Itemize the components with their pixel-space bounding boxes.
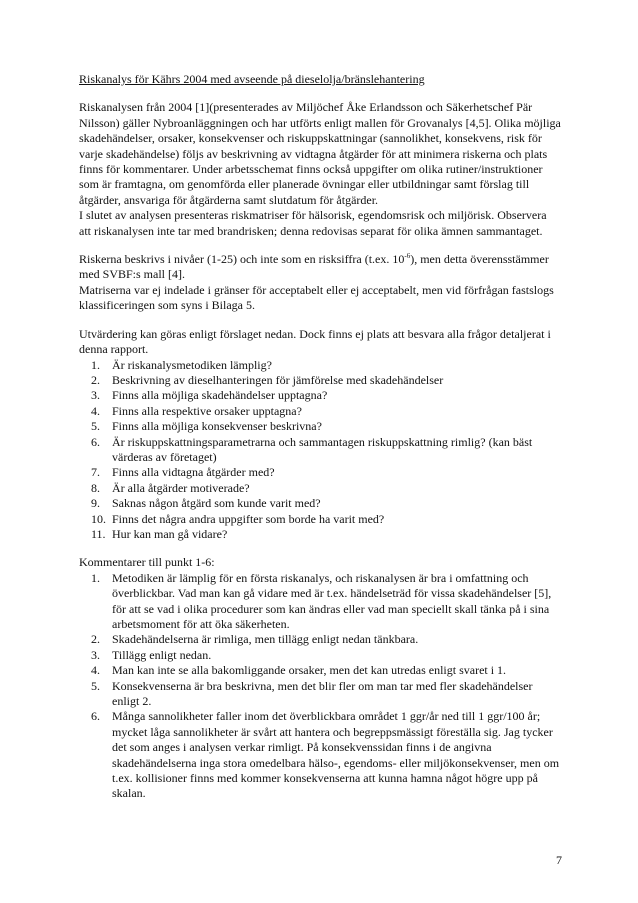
list-item-text: Finns alla respektive orsaker upptagna?	[112, 403, 302, 418]
list-item-text: Beskrivning av dieselhanteringen för jämförelse med skadehändelser	[112, 372, 444, 387]
comment-item	[79, 709, 561, 801]
paragraph-matriserna: Matriserna var ej indelade i gränser för acceptabelt eller ej acceptabelt, men vid förfrågan fastslogs klassificeringen som syns i Bilaga 5.	[79, 282, 554, 313]
list-item-text: Finns det några andra uppgifter som borde ha varit med?	[112, 511, 385, 526]
list-item-text: Finns alla möjliga konsekvenser beskrivna?	[112, 419, 322, 434]
list-number: 6.	[91, 709, 100, 724]
list-item-text: Är riskuppskattningsparametrarna och sammantagen riskuppskattning rimlig? (kan bäst värderas av företaget)	[112, 434, 533, 464]
list-item-text: Hur kan man gå vidare?	[112, 526, 228, 541]
question-item	[79, 481, 561, 496]
comment-item	[79, 648, 561, 663]
list-item-text: Saknas någon åtgärd som kunde varit med?	[112, 496, 321, 511]
list-item-text: Finns alla vidtagna åtgärder med?	[112, 465, 275, 480]
document-page	[79, 72, 561, 802]
comment-item	[79, 632, 561, 647]
comments-heading: Kommentarer till punkt 1-6:	[79, 555, 215, 570]
question-item	[79, 404, 561, 419]
list-number: 6.	[91, 434, 100, 449]
question-item	[79, 527, 561, 542]
nivaer-text-b: ), men detta överensstämmer med SVBF:s mall [4].	[79, 252, 549, 282]
list-item-text: Man kan inte se alla bakomliggande orsaker, men det kan utredas enligt svaret i 1.	[112, 663, 507, 678]
page-number: 7	[556, 853, 562, 867]
list-item-text: Många sannolikheter faller inom det överblickbara området 1 ggr/år ned till 1 ggr/100 år; mycket låga sannolikheter är svårt att hantera och begreppsmässigt föreställa sig. Jag tycker det som anges i analysen verkar rimligt. På konsekvenssidan finns i de angivna skadehändelserna inga stora omedelbara hälso-, egendoms- eller miljökonsekvenser, men om t.ex. kollisioner finns med kommer konsekvenserna att kunna hamna något högre upp på skalan.	[112, 709, 560, 801]
list-number: 11.	[91, 526, 106, 541]
question-item	[79, 358, 561, 373]
list-number: 10.	[91, 511, 106, 526]
list-number: 3.	[91, 388, 100, 403]
list-number: 9.	[91, 496, 100, 511]
exponent: -6	[404, 252, 411, 261]
list-number: 2.	[91, 632, 100, 647]
nivaer-text-a: Riskerna beskrivs i nivåer (1-25) och inte som en risksiffra (t.ex. 10	[79, 252, 405, 267]
list-number: 4.	[91, 403, 100, 418]
list-item-text: Metodiken är lämplig för en första riskanalys, och riskanalysen är bra i omfattning och överblickbar. Vad man kan gå vidare med är t.ex. händelseträd för vissa skadehändelser [5], för att se vad i olika procedurer som kan ändras eller vad man speciellt skall tänka på i sina arbetsmoment för att öka säkerheten.	[112, 570, 552, 631]
question-item	[79, 496, 561, 511]
list-number: 7.	[91, 465, 100, 480]
comment-item	[79, 679, 561, 710]
list-number: 3.	[91, 647, 100, 662]
comment-item	[79, 663, 561, 678]
comment-item	[79, 571, 561, 633]
section-heading: Riskanalys för Kährs 2004 med avseende på dieselolja/bränslehantering	[79, 72, 425, 86]
comments-list	[79, 571, 561, 802]
list-item-text: Tillägg enligt nedan.	[112, 647, 212, 662]
list-item-text: Konsekvenserna är bra beskrivna, men det blir fler om man tar med fler skadehändelser enligt 2.	[112, 678, 533, 709]
list-item-text: Är alla åtgärder motiverade?	[112, 480, 250, 495]
paragraph-riskanalys: Riskanalysen från 2004 [1](presenterades av Miljöchef Åke Erlandsson och Säkerhetschef Pär Nilsson) gäller Nybroanläggningen och har utförts enligt mallen för Grovanalys [4,5]. Olika möjliga skadehändelser, orsaker, konsekvenser och riskuppskattningar (sannolikhet, konsekvens, risk för varje skadehändelse) följs av beskrivning av vidtagna åtgärder för att minimera riskerna och plats finns för kommentarer. Under arbetsschemat finns också uppgifter om olika rutiner/instruktioner som är framtagna, om genomförda eller planerade övningar eller utbildningar samt förslag till åtgärder, ansvariga för åtgärderna samt slutdatum för åtgärder.	[79, 100, 561, 207]
list-number: 4.	[91, 663, 100, 678]
question-item	[79, 512, 561, 527]
paragraph-nivaer	[79, 252, 561, 283]
list-item-text: Skadehändelserna är rimliga, men tillägg enligt nedan tänkbara.	[112, 632, 419, 647]
question-item	[79, 388, 561, 403]
question-item	[79, 465, 561, 480]
list-number: 2.	[91, 372, 100, 387]
paragraph-riskmatriser: I slutet av analysen presenteras riskmatriser för hälsorisk, egendomsrisk och miljörisk. Observera att riskanalysen inte tar med brandrisken; denna redovisas separat för olika ämnen sammantaget.	[79, 208, 547, 238]
paragraph-utvardering: Utvärdering kan göras enligt förslaget nedan. Dock finns ej plats att besvara alla frågor detaljerat i denna rapport.	[79, 326, 551, 357]
list-number: 1.	[91, 570, 100, 585]
list-number: 8.	[91, 480, 100, 495]
questions-list	[79, 358, 561, 543]
question-item	[79, 419, 561, 434]
list-number: 5.	[91, 419, 100, 434]
list-number: 1.	[91, 357, 100, 372]
list-item-text: Finns alla möjliga skadehändelser upptagna?	[112, 388, 328, 403]
list-number: 5.	[91, 678, 100, 693]
question-item	[79, 373, 561, 388]
question-item	[79, 435, 561, 466]
list-item-text: Är riskanalysmetodiken lämplig?	[112, 357, 272, 372]
